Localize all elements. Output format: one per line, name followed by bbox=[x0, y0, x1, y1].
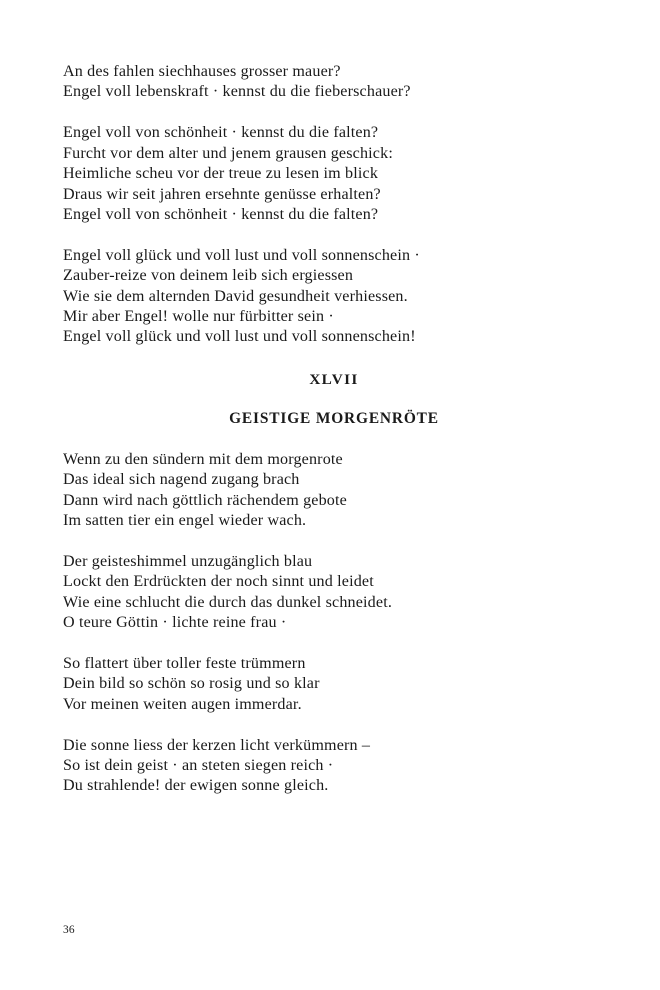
stanza bbox=[63, 552, 603, 634]
verse-line: So flattert über toller feste trümmern bbox=[63, 654, 306, 672]
verse-line: Wenn zu den sündern mit dem morgenrote bbox=[63, 450, 343, 468]
verse-line: Dein bild so schön so rosig und so klar bbox=[63, 675, 320, 693]
verse-line: Wie eine schlucht die durch das dunkel schneidet. bbox=[63, 593, 393, 611]
stanza bbox=[63, 123, 603, 225]
verse-line: Zauber-reize von deinem leib sich ergiessen bbox=[63, 267, 354, 285]
verse-line: Lockt den Erdrückten der noch sinnt und leidet bbox=[63, 573, 374, 591]
verse-line: Engel voll von schönheit · kennst du die falten? bbox=[63, 205, 379, 223]
verse-line: Furcht vor dem alter und jenem grausen geschick: bbox=[63, 144, 393, 162]
verse-line: Mir aber Engel! wolle nur fürbitter sein · bbox=[63, 308, 334, 326]
verse-line: Der geisteshimmel unzugänglich blau bbox=[63, 552, 313, 570]
verse-line: Engel voll von schönheit · kennst du die falten? bbox=[63, 124, 379, 142]
verse-line: Die sonne liess der kerzen licht verkümmern – bbox=[63, 736, 371, 754]
stanza bbox=[63, 654, 603, 715]
verse-line: Engel voll glück und voll lust und voll sonnenschein! bbox=[63, 328, 416, 346]
verse-line: O teure Göttin · lichte reine frau · bbox=[63, 614, 287, 632]
verse-line: Dann wird nach göttlich rächendem gebote bbox=[63, 491, 347, 509]
poem-heading-group bbox=[63, 370, 603, 430]
stanza bbox=[63, 450, 603, 532]
poem-numeral: XLVII bbox=[309, 370, 359, 388]
verse-line: Das ideal sich nagend zugang brach bbox=[63, 471, 300, 489]
verse-line: Du strahlende! der ewigen sonne gleich. bbox=[63, 777, 329, 795]
verse-line: Heimliche scheu vor der treue zu lesen im blick bbox=[63, 165, 379, 183]
verse-line: Draus wir seit jahren ersehnte genüsse erhalten? bbox=[63, 185, 381, 203]
page-text-body bbox=[63, 62, 603, 797]
verse-line: So ist dein geist · an steten siegen reich · bbox=[63, 757, 334, 775]
poem-title: GEISTIGE MORGENRÖTE bbox=[229, 410, 439, 428]
stanza bbox=[63, 736, 603, 797]
verse-line: An des fahlen siechhauses grosser mauer? bbox=[63, 63, 341, 80]
page-number: 36 bbox=[63, 924, 75, 936]
verse-line: Wie sie dem alternden David gesundheit verhiessen. bbox=[63, 287, 408, 305]
stanza bbox=[63, 62, 603, 103]
verse-line: Vor meinen weiten augen immerdar. bbox=[63, 695, 302, 713]
verse-line: Engel voll lebenskraft · kennst du die fieberschauer? bbox=[63, 83, 411, 101]
stanza bbox=[63, 246, 603, 348]
verse-line: Im satten tier ein engel wieder wach. bbox=[63, 511, 307, 529]
verse-line: Engel voll glück und voll lust und voll sonnenschein · bbox=[63, 246, 420, 264]
